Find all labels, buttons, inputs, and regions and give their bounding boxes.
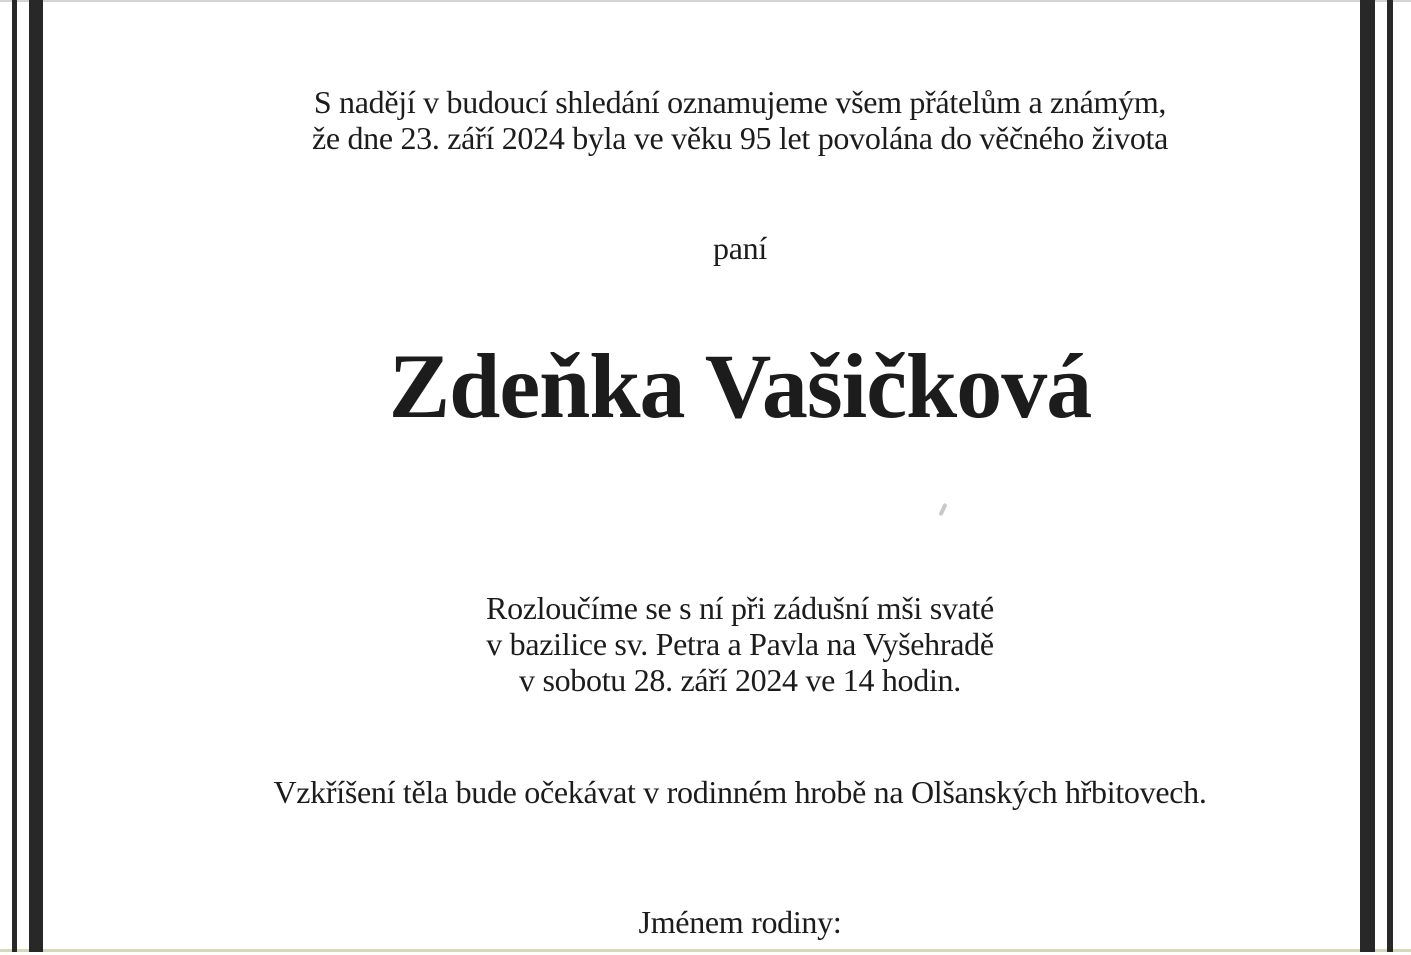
deceased-name-heading: Zdeňka Vašičková [388, 335, 1092, 437]
left-inner-border-rule [29, 0, 43, 952]
top-scan-edge-line [0, 0, 1411, 2]
intro-line-1: S nadějí v budoucí shledání oznamujeme všem přátelům a známým, [313, 84, 1167, 120]
left-outer-border-rule [12, 0, 17, 952]
bottom-scan-edge-line [0, 949, 1411, 952]
ceremony-line-2: v bazilice sv. Petra a Pavla na Vyšehradě [486, 626, 994, 662]
intro-line-2: že dne 23. září 2024 byla ve věku 95 let povolána do věčného života [311, 120, 1169, 156]
ceremony-paragraph [69, 590, 1411, 698]
ceremony-line-3: v sobotu 28. září 2024 ve 14 hodin. [519, 662, 961, 698]
family-signoff: Jménem rodiny: [638, 904, 842, 940]
salutation: paní [713, 230, 767, 266]
intro-paragraph [69, 84, 1411, 156]
scan-speck-artifact [938, 503, 947, 516]
ceremony-line-1: Rozloučíme se s ní při zádušní mši svaté [486, 590, 994, 626]
burial-line: Vzkříšení těla bude očekávat v rodinném hrobě na Olšanských hřbitovech. [273, 774, 1207, 810]
